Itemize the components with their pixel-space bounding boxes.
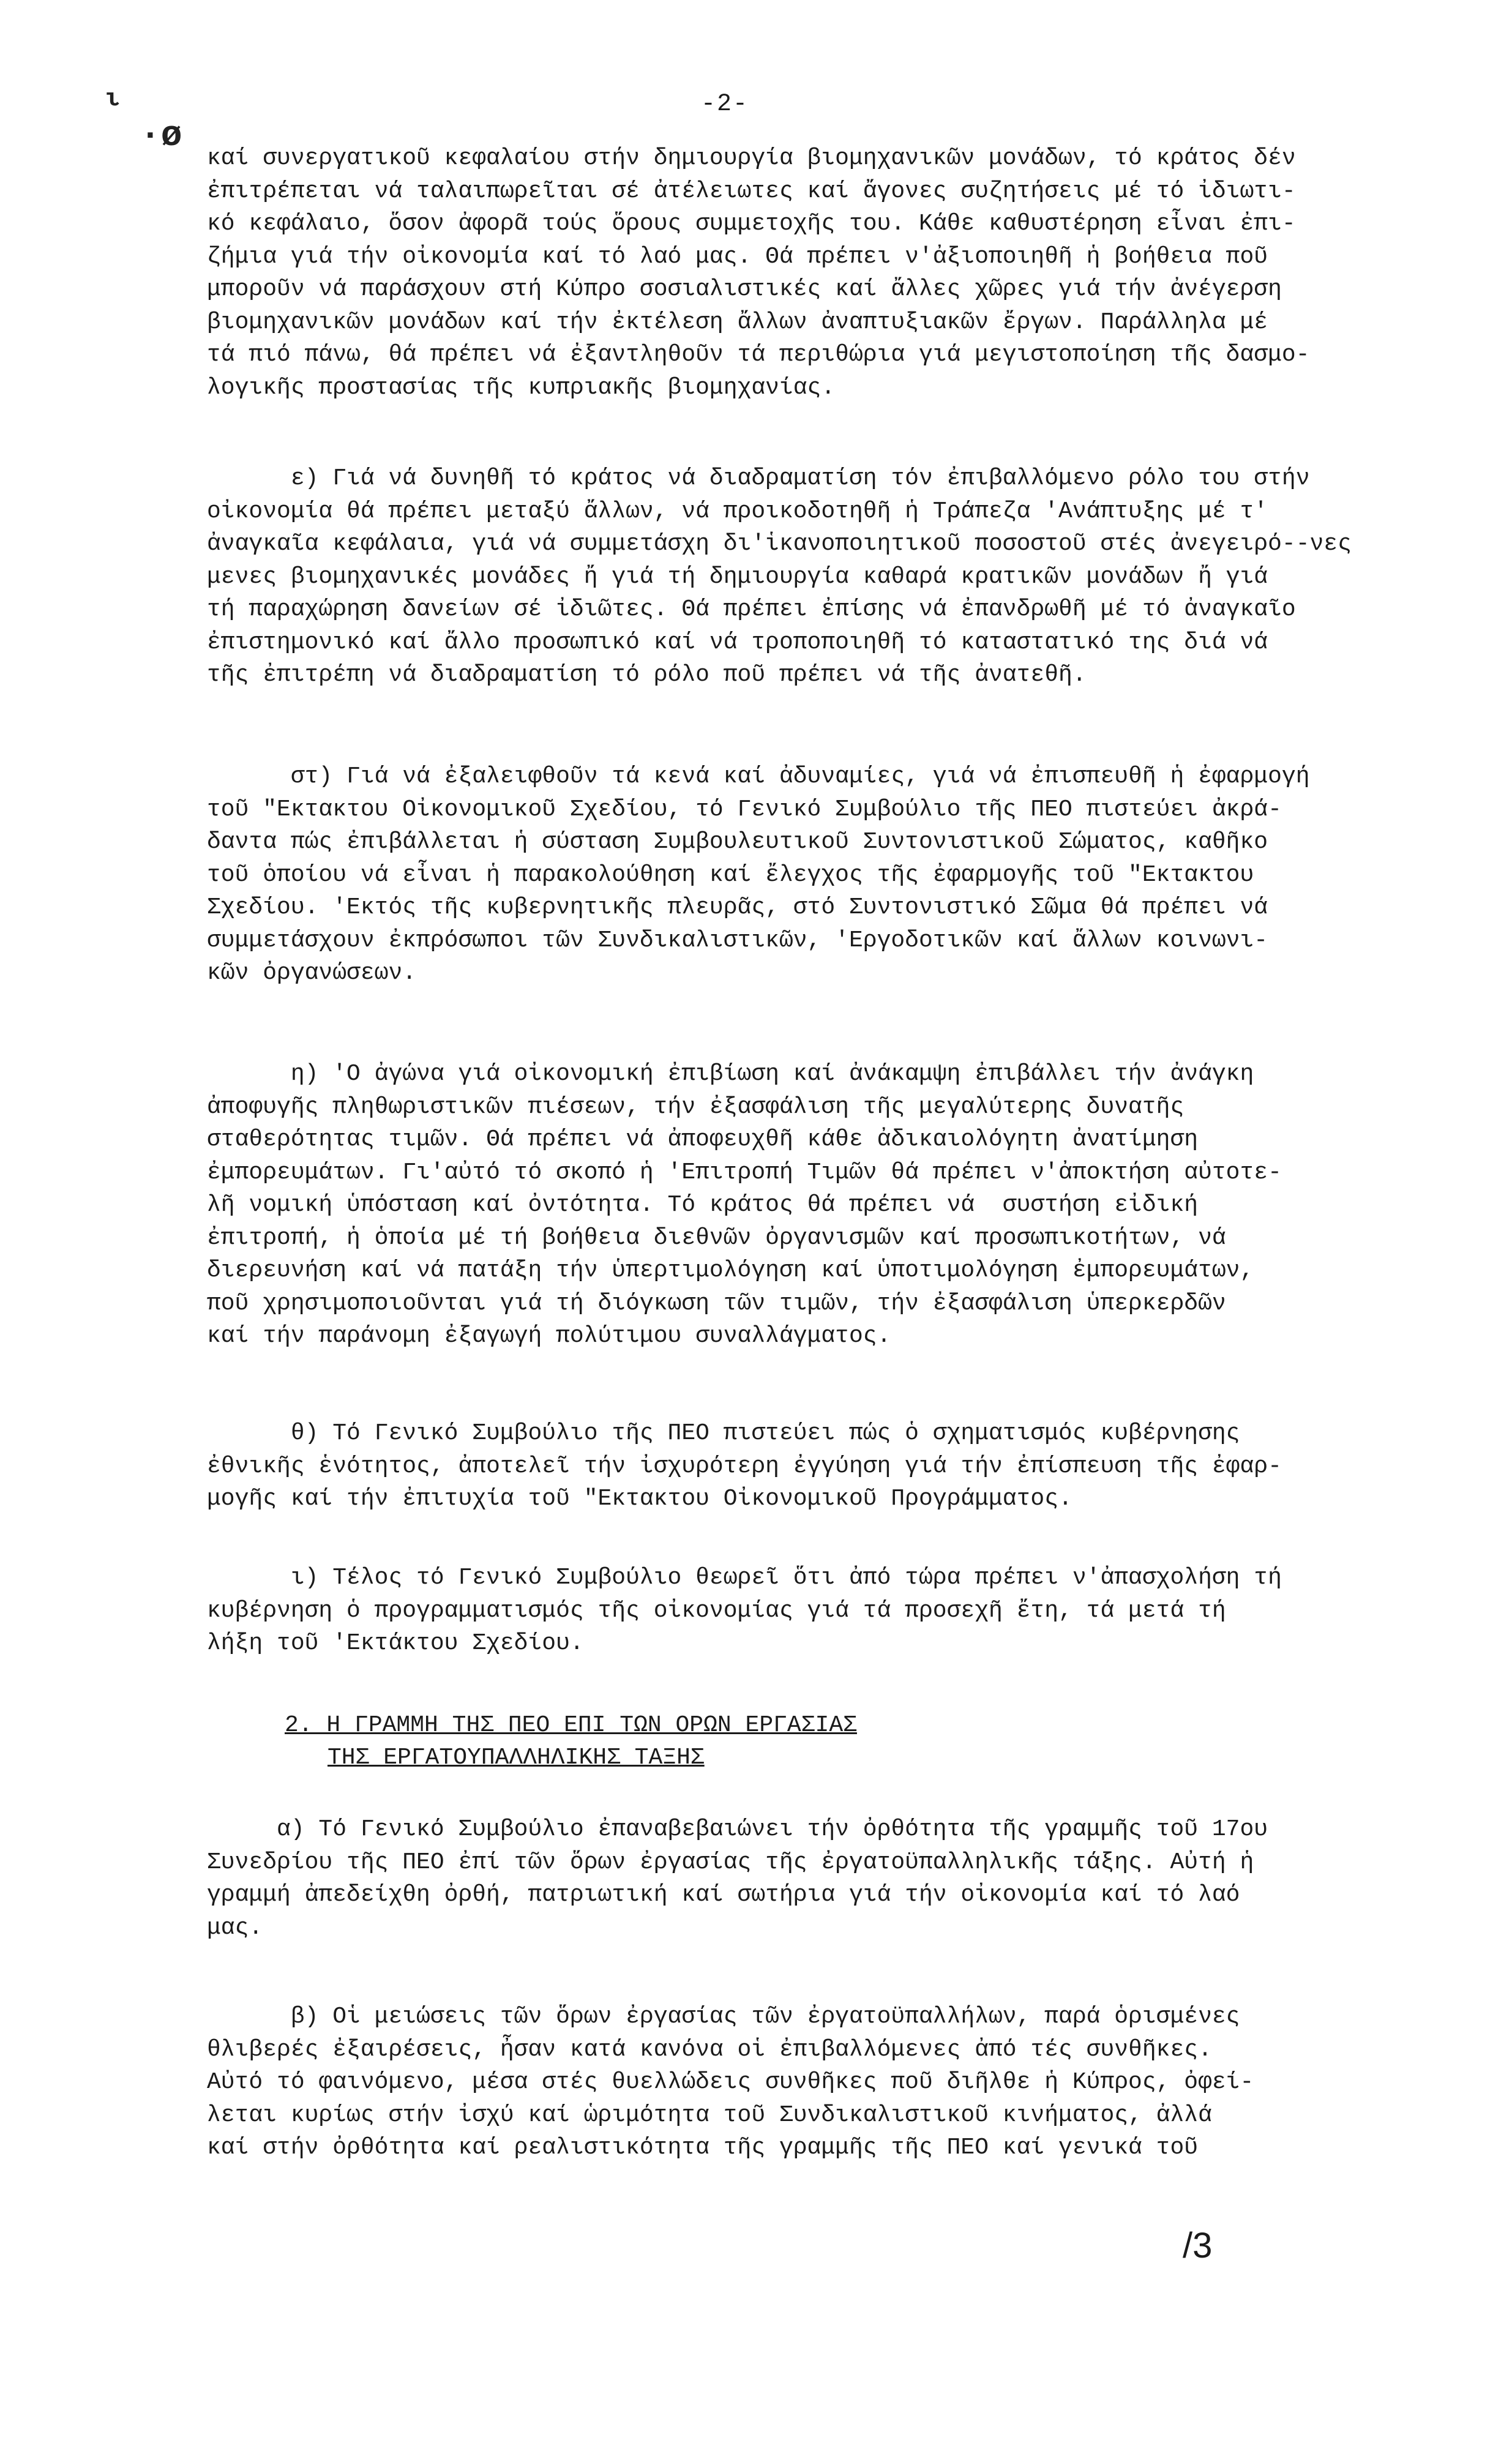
next-page-number: /3: [1183, 2226, 1213, 2265]
corner-mark: ·ø: [140, 116, 182, 156]
paragraph-a: α) Τό Γενικό Συμβούλιο ἐπαναβεβαιώνει τήν ὀρθότητα τῆς γραμμῆς τοῦ 17ου Συνεδρίου τῆς ΠΕΟ ἐπί τῶν ὅρων ἐργασίας τῆς ἐργατοϋπαλληλικῆς τάξης. Αὐτή ἡ γραμμή ἀπεδείχθη ὀρθή, πατριωτική καί σωτήρια γιά τήν οἰκονομία καί τό λαό μας.: [207, 1816, 1268, 1941]
corner-tick-mark: ι: [105, 86, 121, 113]
paragraph-e: ε) Γιά νά δυνηθῆ τό κράτος νά διαδραματίση τόν ἐπιβαλλόμενο ρόλο του στήν οἰκονομία θά πρέπει μεταξύ ἄλλων, νά προικοδοτηθῆ ἡ Τράπεζα 'Ανάπτυξης μέ τ' ἀναγκαῖα κεφάλαια, γιά νά συμμετάσχη δι'ἱκανοποιητικοῦ ποσοστοῦ στές ἀνεγειρό--νες μενες βιομηχανικές μονάδες ἤ γιά τή δημιουργία καθαρά κρατικῶν μονάδων ἤ γιά τή παραχώρηση δανείων σέ ἰδιῶτες. Θά πρέπει ἐπίσης νά ἐπανδρωθῆ μέ τό ἀναγκαῖο ἐπιστημονικό καί ἄλλο προσωπικό καί νά τροποποιηθῆ τό καταστατικό της διά νά τῆς ἐπιτρέπη νά διαδραματίση τό ρόλο ποῦ πρέπει νά τῆς ἀνατεθῆ.: [207, 465, 1352, 688]
paragraph-eta: η) 'Ο ἀγώνα γιά οἰκονομική ἐπιβίωση καί ἀνάκαμψη ἐπιβάλλει τήν ἀνάγκη ἀποφυγῆς πληθωριστικῶν πιέσεων, τήν ἐξασφάλιση τῆς μεγαλύτερης δυνατῆς σταθερότητας τιμῶν. Θά πρέπει νά ἀποφευχθῆ κάθε ἀδικαιολόγητη ἀνατίμηση ἐμπορευμάτων. Γι'αὐτό τό σκοπό ἡ 'Επιτροπή Τιμῶν θά πρέπει ν'ἀποκτήση αὐτοτε- λῆ νομική ὑπόσταση καί ὀντότητα. Τό κράτος θά πρέπει νά συστήση εἰδική ἐπιτροπή, ἡ ὁποία μέ τή βοήθεια διεθνῶν ὀργανισμῶν καί προσωπικοτήτων, νά διερευνήση καί νά πατάξη τήν ὑπερτιμολόγηση καί ὑποτιμολόγηση ἐμπορευμάτων, ποῦ χρησιμοποιοῦνται γιά τή διόγκωση τῶν τιμῶν, τήν ἐξασφάλιση ὑπερκερδῶν καί τήν παράνομη ἐξαγωγή πολύτιμου συναλλάγματος.: [207, 1061, 1282, 1349]
section-heading-line1: 2. Η ΓΡΑΜΜΗ ΤΗΣ ΠΕΟ ΕΠΙ ΤΩΝ ΟΡΩΝ ΕΡΓΑΣΙΑΣ: [285, 1712, 857, 1738]
paragraph-theta: θ) Τό Γενικό Συμβούλιο τῆς ΠΕΟ πιστεύει πώς ὁ σχηματισμός κυβέρνησης ἐθνικῆς ἑνότητος, ἀποτελεῖ τήν ἰσχυρότερη ἐγγύηση γιά τήν ἐπίσπευση τῆς ἐφαρ- μογῆς καί τήν ἐπιτυχία τοῦ "Εκτακτου Οἰκονομικοῦ Προγράμματος.: [207, 1420, 1282, 1512]
section-heading-line2: ΤΗΣ ΕΡΓΑΤΟΥΠΑΛΛΗΛΙΚΗΣ ΤΑΞΗΣ: [327, 1745, 705, 1771]
page-number: -2-: [701, 91, 749, 118]
paragraph-iota: ι) Τέλος τό Γενικό Συμβούλιο θεωρεῖ ὅτι ἀπό τώρα πρέπει ν'ἀπασχολήση τή κυβέρνηση ὁ προγραμματισμός τῆς οἰκονομίας γιά τά προσεχῆ ἔτη, τά μετά τή λήξη τοῦ 'Εκτάκτου Σχεδίου.: [207, 1565, 1282, 1656]
paragraph-intro: καί συνεργατικοῦ κεφαλαίου στήν δημιουργία βιομηχανικῶν μονάδων, τό κράτος δέν ἐπιτρέπεται νά ταλαιπωρεῖται σέ ἀτέλειωτες καί ἄγονες συζητήσεις μέ τό ἰδιωτι- κό κεφάλαιο, ὅσον ἀφορᾶ τούς ὅρους συμμετοχῆς του. Κάθε καθυστέρηση εἶναι ἐπι- ζήμια γιά τήν οἰκονομία καί τό λαό μας. Θά πρέπει ν'ἀξιοποιηθῆ ἡ βοήθεια ποῦ μποροῦν νά παράσχουν στή Κύπρο σοσιαλιστικές καί ἄλλες χῶρες γιά τήν ἀνέγερση βιομηχανικῶν μονάδων καί τήν ἐκτέλεση ἄλλων ἀναπτυξιακῶν ἔργων. Παράλληλα μέ τά πιό πάνω, θά πρέπει νά ἐξαντληθοῦν τά περιθώρια γιά μεγιστοποίηση τῆς δασμο- λογικῆς προστασίας τῆς κυπριακῆς βιομηχανίας.: [207, 145, 1310, 401]
paragraph-b: β) Οἱ μειώσεις τῶν ὅρων ἐργασίας τῶν ἐργατοϋπαλλήλων, παρά ὁρισμένες θλιβερές ἐξαιρέσεις, ἦσαν κατά κανόνα οἱ ἐπιβαλλόμενες ἀπό τές συνθῆκες. Αὐτό τό φαινόμενο, μέσα στές θυελλώδεις συνθῆκες ποῦ διῆλθε ἡ Κύπρος, ὀφεί- λεται κυρίως στήν ἰσχύ καί ὡριμότητα τοῦ Συνδικαλιστικοῦ κινήματος, ἀλλά καί στήν ὀρθότητα καί ρεαλιστικότητα τῆς γραμμῆς τῆς ΠΕΟ καί γενικά τοῦ: [207, 2003, 1254, 2161]
paragraph-st: στ) Γιά νά ἐξαλειφθοῦν τά κενά καί ἀδυναμίες, γιά νά ἐπισπευθῆ ἡ ἐφαρμογή τοῦ "Εκτακτου Οἰκονομικοῦ Σχεδίου, τό Γενικό Συμβούλιο τῆς ΠΕΟ πιστεύει ἀκρά- δαντα πώς ἐπιβάλλεται ἡ σύσταση Συμβουλευτικοῦ Συντονιστικοῦ Σώματος, καθῆκο τοῦ ὁποίου νά εἶναι ἡ παρακολούθηση καί ἔλεγχος τῆς ἐφαρμογῆς τοῦ "Εκτακτου Σχεδίου. 'Εκτός τῆς κυβερνητικῆς πλευρᾶς, στό Συντονιστικό Σῶμα θά πρέπει νά συμμετάσχουν ἐκπρόσωποι τῶν Συνδικαλιστικῶν, 'Εργοδοτικῶν καί ἄλλων κοινωνι- κῶν ὀργανώσεων.: [207, 763, 1310, 986]
